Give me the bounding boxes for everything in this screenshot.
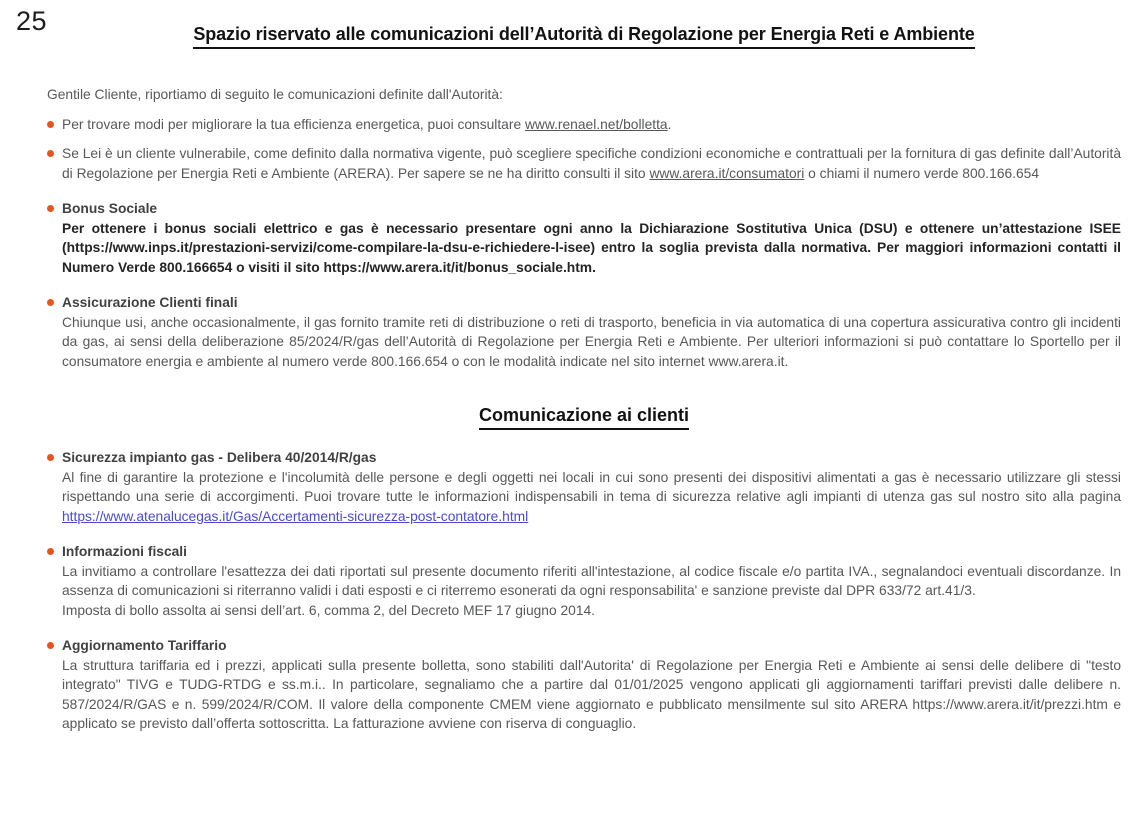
atenalucegas-link[interactable]: https://www.atenalucegas.it/Gas/Accertamenti-sicurezza-post-contatore.html — [62, 508, 529, 524]
client-notice-list — [47, 448, 1121, 734]
item-text: Se Lei è un cliente vulnerabile, come definito dalla normativa vigente, può scegliere specifiche condizioni economiche e contrattuali per la fornitura di gas definite dall’Autorità di Regolazione per Energia Reti e Ambiente (ARERA). Per sapere se ne ha diritto consulti il sito — [62, 146, 1121, 181]
item-text: o chiami il numero verde 800.166.654 — [804, 165, 1040, 181]
list-item-bonus-sociale — [47, 199, 1121, 277]
item-text: . — [667, 116, 672, 132]
item-body — [62, 144, 1121, 183]
page-content — [47, 0, 1121, 734]
item-text: Al fine di garantire la protezione e l'incolumità delle persone e degli oggetti nei locali in cui sono presenti dei dispositivi alimentati a gas è necessario utilizzare gli stessi rispettando una serie di accorgimenti. Puoi trovare tutte le informazioni indispensabili in tema di sicurezza relative agli impianti di utenza gas sul nostro sito alla pagina — [62, 469, 1121, 504]
bullet-icon — [47, 150, 54, 157]
bullet-icon — [47, 642, 54, 649]
item-body: La struttura tariffaria ed i prezzi, applicati sulla presente bolletta, sono stabiliti dall'Autorita' di Regolazione per Energia Reti e Ambiente ai sensi delle delibere di "testo integrato" TIVG e TUDG-RTDG e ss.m.i.. In particolare, segnaliamo che a partire dal 01/01/2025 vengono applicati gli aggiornamenti tariffari previsti dalle delibere n. 587/2024/R/GAS e n. 599/2024/R/COM. Il valore della componente CMEM viene aggiornato e pubblicato mensilmente sul sito ARERA https://www.arera.it/it/prezzi.htm e applicato se previsto dall’offerta sottoscritta. La fatturazione avviene con riserva di conguaglio. — [62, 657, 1121, 731]
item-title: Bonus Sociale — [62, 201, 158, 216]
item-body: Chiunque usi, anche occasionalmente, il gas fornito tramite reti di distribuzione o reti di trasporto, beneficia in via automatica di una copertura assicurativa contro gli incidenti da gas, ai sensi della deliberazione 85/2024/R/gas dell’Autorità di Regolazione per Energia Reti e Ambiente. Per ulteriori informazioni si può contattare lo Sportello per il consumatore energia e ambiente al numero verde 800.166.654 o con le modalità indicate nel sito internet www.arera.it. — [62, 314, 1121, 369]
page-title — [47, 24, 1121, 49]
list-item-aggiornamento-tariffario — [47, 636, 1121, 734]
list-item-sicurezza-gas — [47, 448, 1121, 526]
item-title: Informazioni fiscali — [62, 544, 187, 559]
section-heading — [47, 405, 1121, 430]
list-item-informazioni-fiscali — [47, 542, 1121, 620]
page-number: 25 — [16, 6, 48, 36]
item-text: Per trovare modi per migliorare la tua efficienza energetica, puoi consultare — [62, 116, 525, 132]
arera-consumatori-link[interactable]: www.arera.it/consumatori — [649, 165, 805, 181]
list-item-assicurazione — [47, 293, 1121, 371]
bullet-icon — [47, 121, 54, 128]
item-body: Per ottenere i bonus sociali elettrico e gas è necessario presentare ogni anno la Dichiarazione Sostitutiva Unica (DSU) e ottenere un’attestazione ISEE (https://www.inps.it/prestazioni-servizi/come-compilare-la-dsu-e-richiedere-l-isee) entro la soglia prevista dalla normativa. Per maggiori informazioni contatti il Numero Verde 800.166654 o visiti il sito https://www.arera.it/it/bonus_sociale.htm. — [62, 220, 1121, 275]
item-title: Assicurazione Clienti finali — [62, 295, 238, 310]
bullet-icon — [47, 299, 54, 306]
list-item-cliente-vulnerabile — [47, 144, 1121, 183]
item-body: La invitiamo a controllare l'esattezza dei dati riportati sul presente documento riferiti all'intestazione, al codice fiscale e/o partita IVA., segnalandoci eventuali discordanze. In assenza di comunicazioni si riterranno validi i dati esposti e ci riterremo esonerati da ogni responsabilita' e sanzione previste dal DPR 633/72 art.41/3. — [62, 563, 1121, 598]
item-body — [62, 468, 1121, 527]
section-heading-text: Comunicazione ai clienti — [479, 405, 689, 430]
item-body — [62, 115, 1121, 135]
intro-text: Gentile Cliente, riportiamo di seguito le comunicazioni definite dall'Autorità: — [47, 87, 503, 102]
bullet-icon — [47, 548, 54, 555]
bullet-icon — [47, 454, 54, 461]
page-title-text: Spazio riservato alle comunicazioni dell’Autorità di Regolazione per Energia Reti e Ambiente — [193, 24, 974, 49]
item-body-secondary: Imposta di bollo assolta ai sensi dell’art. 6, comma 2, del Decreto MEF 17 giugno 2014. — [62, 602, 595, 618]
item-title: Sicurezza impianto gas - Delibera 40/2014/R/gas — [62, 450, 377, 465]
bullet-icon — [47, 205, 54, 212]
list-item-efficienza — [47, 115, 1121, 135]
renael-link[interactable]: www.renael.net/bolletta — [524, 116, 668, 132]
item-title: Aggiornamento Tariffario — [62, 638, 227, 653]
communications-list — [47, 115, 1121, 372]
